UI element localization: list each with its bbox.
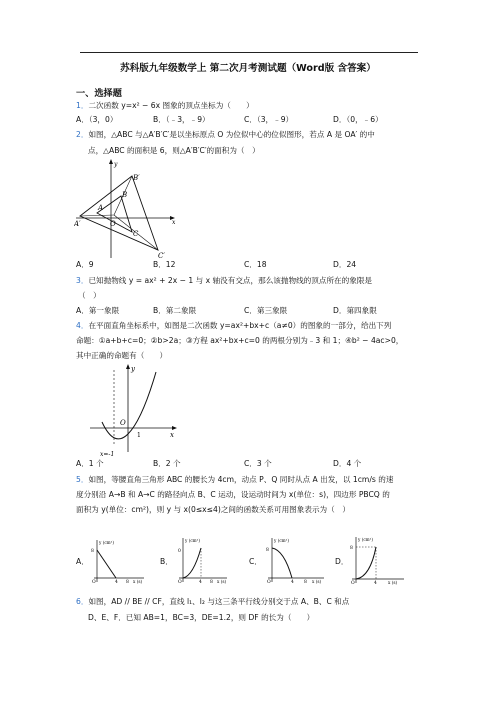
q1-option-c: C．（3，﹣9） [244, 115, 294, 124]
origin-label: O [351, 581, 355, 585]
y-axis-label: y (cm²) [99, 540, 114, 545]
question-text: 已知抛物线 y = ax² + 2x − 1 与 x 轴没有交点，那么该抛物线的顶点所在的象限是 [88, 276, 373, 285]
origin-label: O [92, 580, 96, 584]
question-number: 2． [76, 130, 89, 139]
tick-4: 4 [291, 580, 294, 584]
x-axis-label: x (s) [133, 579, 143, 584]
label-x: x [170, 431, 174, 439]
question-4 [76, 320, 391, 331]
label-x: x [172, 219, 176, 226]
question-text: 二次函数 y=x² − 6x 图象的顶点坐标为（ ） [88, 101, 254, 110]
page-title: 苏科版九年级数学上 第二次月考测试题（Word版 含答案） [120, 63, 376, 74]
question-text-line1: 如图，△ABC 与△A′B′C′是以坐标原点 O 为位似中心的位似图形，若点 A 是 OA′ 的中 [88, 130, 375, 139]
q5-graph-d [346, 533, 408, 585]
question-number: 6． [76, 597, 89, 606]
question-2-line2: 点，△ABC 的面积是 6，则△A′B′C′的面积为（ ） [88, 146, 260, 155]
question-text-line1: 如图，等腰直角三角形 ABC 的腰长为 4cm，动点 P、Q 同时从点 A 出发，以 1cm/s 的速 [88, 475, 394, 484]
origin-label: O [267, 580, 271, 584]
q4-option-c: C．3 个 [244, 459, 272, 468]
q5-option-b-letter: B． [160, 557, 173, 566]
question-6 [76, 596, 349, 607]
tick-8: 8 [210, 580, 213, 584]
tick-8: 8 [304, 580, 307, 584]
x-axis-label: x (s) [217, 579, 227, 584]
label-b-prime: B′ [133, 174, 140, 182]
q3-option-d: D．第四象限 [333, 306, 377, 315]
question-6-line2: D、E、F．已知 AB=1，BC=3，DE=1.2，则 DF 的长为（ ） [88, 613, 315, 622]
question-4-line3: 其中正确的命题有（ ） [76, 351, 168, 360]
q2-option-d: D．24 [333, 260, 357, 269]
question-3-paren: （ ） [78, 291, 101, 300]
x-axis-label: x (s) [312, 579, 322, 584]
question-1 [76, 100, 254, 111]
label-a-prime: A′ [74, 220, 81, 228]
label-c: C [133, 230, 139, 238]
tick-8: 8 [350, 546, 353, 551]
question-3 [76, 275, 372, 286]
y-axis-label: y (cm²) [358, 537, 373, 542]
q2-option-c: C．18 [244, 260, 267, 269]
q3-option-b: B．第二象限 [153, 306, 197, 315]
q5-option-d-letter: D． [335, 557, 349, 566]
label-c-prime: C′ [158, 252, 165, 260]
tick-4: 4 [374, 581, 377, 585]
label-axis-of-symmetry: x=-1 [100, 451, 115, 458]
q3-option-a: A．第一象限 [76, 306, 120, 315]
label-1: 1 [137, 432, 141, 439]
q5-graph-a [88, 536, 148, 584]
tick-4: 4 [199, 580, 202, 584]
label-y: y [114, 161, 118, 168]
q1-option-d: D．（0，﹣6） [333, 115, 383, 124]
y-axis-label: y (cm²) [274, 538, 289, 543]
question-text-line1: 在平面直角坐标系中，如图是二次函数 y=ax²+bx+c（a≠0）的图象的一部分，给出下列 [88, 321, 392, 330]
tick-8: 8 [91, 549, 94, 554]
y-axis-label: y (cm²) [185, 538, 200, 543]
question-5 [76, 474, 393, 485]
question-number: 1． [76, 101, 89, 110]
x-axis-label: x (s) [388, 580, 398, 585]
q2-figure [74, 158, 184, 262]
label-o: O [110, 220, 116, 228]
origin-label: O [178, 580, 182, 584]
section-heading: 一、选择题 [76, 88, 122, 99]
question-2 [76, 129, 375, 140]
header-rule [80, 52, 418, 53]
tick-8: 8 [266, 548, 269, 553]
q2-option-b: B．12 [153, 260, 176, 269]
label-a: A [98, 204, 104, 212]
tick-4: 4 [115, 580, 118, 584]
tick-8: 8 [126, 580, 129, 584]
q5-option-c-letter: C． [249, 557, 262, 566]
q5-option-a-letter: A． [76, 557, 89, 566]
q1-option-a: A．（3，0） [76, 115, 118, 124]
q4-option-a: A．1 个 [76, 459, 104, 468]
question-4-line2: 命题：①a+b+c=0；②b>2a；③方程 ax²+bx+c=0 的两根分别为﹣3 和 1；④b² − 4ac>0， [76, 336, 404, 345]
question-number: 4． [76, 321, 89, 330]
question-5-line3: 面积为 y(单位：cm²)，则 y 与 x(0≤x≤4)之间的函数关系可用图象表示为（ ） [76, 505, 350, 514]
question-number: 3． [76, 276, 89, 285]
q4-figure [88, 362, 180, 458]
q1-option-b: B．（﹣3，﹣9） [153, 115, 210, 124]
label-o: O [120, 419, 126, 427]
question-text-line1: 如图，AD // BE // CF，直线 l₁、l₂ 与这三条平行线分别交于点 A、B、C 和点 [88, 597, 350, 606]
q4-option-b: B．2 个 [153, 459, 181, 468]
q3-option-c: C．第三象限 [244, 306, 288, 315]
q5-graph-c [262, 534, 328, 584]
q2-option-a: A．9 [76, 260, 94, 269]
label-b: B [122, 191, 128, 199]
q4-option-d: D．4 个 [333, 459, 362, 468]
question-5-line2: 度分别沿 A→B 和 A→C 的路径向点 B、C 运动，设运动时间为 x(单位：s)，四边形 PBCQ 的 [76, 490, 390, 499]
tick-0: 0 [178, 549, 181, 554]
q5-graph-b [173, 534, 231, 584]
label-y: y [131, 365, 135, 373]
question-number: 5． [76, 475, 89, 484]
